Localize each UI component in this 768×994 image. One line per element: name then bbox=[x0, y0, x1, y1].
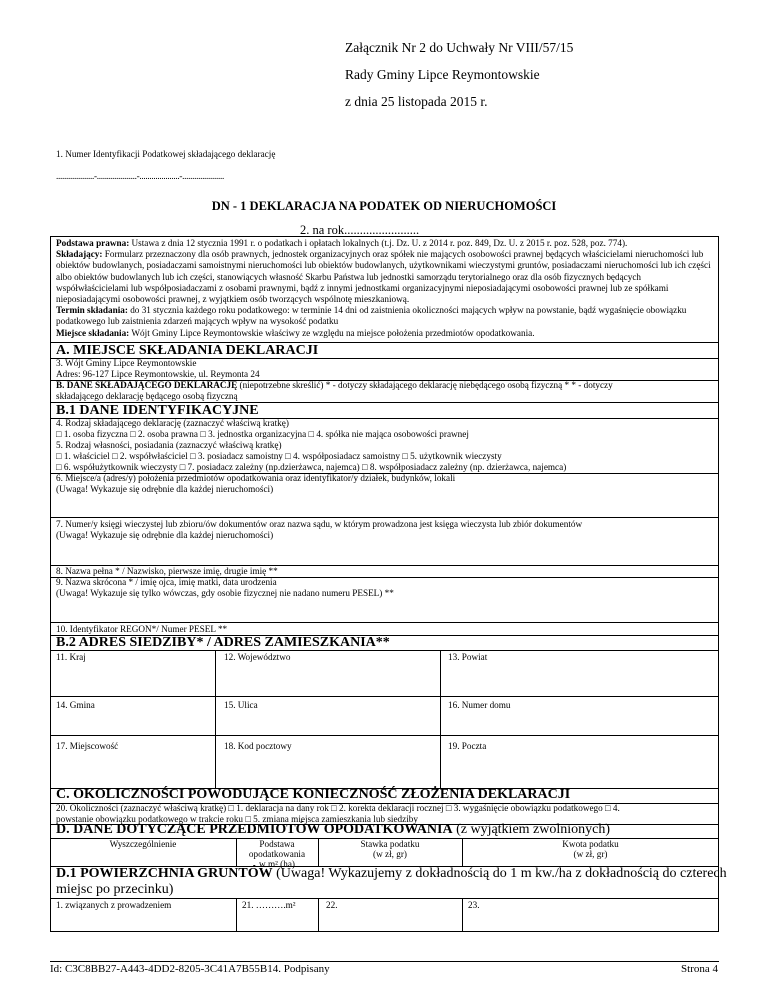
field-5-options-1[interactable]: □ 1. właściciel □ 2. współwłaściciel □ 3. posiadacz samoistny □ 4. współposiadacz samoistny □ 5. użytkownik wieczysty bbox=[56, 451, 502, 461]
footer-rule bbox=[50, 961, 719, 962]
field-22[interactable]: 22. bbox=[326, 900, 338, 910]
legal-basis-text: Ustawa z dnia 12 stycznia 1991 r. o podatkach i opłatach lokalnych (t.j. Dz. U. z 2014 r. poz. 849, Dz. U. z 2015 r. poz. 528, poz. 774). bbox=[129, 238, 628, 248]
section-c-title: C. OKOLICZNOŚCI POWODUJĄCE KONIECZNOŚĆ ZŁOŻENIA DEKLARACJI bbox=[56, 787, 571, 802]
field-4-options[interactable]: □ 1. osoba fizyczna □ 2. osoba prawna □ 3. jednostka organizacyjna □ 4. spółka nie mająca osobowości prawnej bbox=[56, 429, 469, 439]
section-b-text: (niepotrzebne skreślić) * - dotyczy składającego deklarację niebędącego osobą fizyczną * * - dotyczy bbox=[237, 380, 613, 390]
field-9-label: 9. Nazwa skrócona * / imię ojca, imię matki, data urodzenia bbox=[56, 577, 277, 587]
section-b-text2: składającego deklarację będącego osobą fizyczną bbox=[56, 391, 238, 401]
field-8-label: 8. Nazwa pełna * / Nazwisko, pierwsze imię, drugie imię ** bbox=[56, 566, 278, 576]
footer-id: Id: C3C8BB27-A443-4DD2-8205-3C41A7B55B14. Podpisany bbox=[50, 963, 330, 975]
intro-block bbox=[56, 238, 712, 339]
section-d-title bbox=[56, 822, 610, 838]
field-23[interactable]: 23. bbox=[468, 900, 480, 910]
header-line3: z dnia 25 listopada 2015 r. bbox=[345, 94, 488, 109]
field-9-note: (Uwaga! Wykazuje się tylko wówczas, gdy osobie fizycznej nie nadano numeru PESEL) ** bbox=[56, 588, 394, 598]
deadline-text: do 31 stycznia każdego roku podatkowego: w terminie 14 dni od zaistnienia okoliczności mających wpływ na powstanie, bądź wygaśnięcie obowiązku podatkowego lub zaistnienia zdarzeń mających wpływ na wysokość podatku bbox=[56, 305, 687, 327]
field-6-label: 6. Miejsce/a (adres/y) położenia przedmiotów opodatkowania oraz identyfikator/y działek, budynków, lokali bbox=[56, 473, 456, 483]
section-a-title: A. MIEJSCE SKŁADANIA DEKLARACJI bbox=[56, 343, 319, 358]
field-5-options-2[interactable]: □ 6. współużytkownik wieczysty □ 7. posiadacz zależny (np.dzierżawca, najemca) □ 8. współposiadacz zależny (np. dzierżawca, najemca) bbox=[56, 462, 567, 472]
field-7-label: 7. Numer/y księgi wieczystej lub zbioru/ów dokumentów oraz nazwa sądu, w którym prowadzona jest księga wieczysta lub zbiór dokumentów bbox=[56, 519, 583, 529]
field-21[interactable]: 21. ……….m² bbox=[242, 900, 296, 910]
field-19-label: 19. Poczta bbox=[448, 741, 487, 751]
field-14-label: 14. Gmina bbox=[56, 700, 95, 710]
field-18-label: 18. Kod pocztowy bbox=[224, 741, 292, 751]
nip-label: 1. Numer Identyfikacji Podatkowej składającego deklarację bbox=[56, 149, 276, 159]
col-header-item: Wyszczególnienie bbox=[109, 839, 177, 849]
header-line1: Załącznik Nr 2 do Uchwały Nr VIII/57/15 bbox=[345, 40, 574, 55]
field-6-note: (Uwaga! Wykazuje się odrębnie dla każdej nieruchomości) bbox=[56, 484, 274, 494]
field-13-label: 13. Powiat bbox=[448, 652, 488, 662]
field-5-label: 5. Rodzaj własności, posiadania (zaznaczyć właściwą kratkę) bbox=[56, 440, 282, 450]
field-11-label: 11. Kraj bbox=[56, 652, 86, 662]
field-10-label: 10. Identyfikator REGON*/ Numer PESEL ** bbox=[56, 624, 228, 634]
field-20-options-2[interactable]: powstanie obowiązku podatkowego w trakcie roku □ 5. zmiana miejsca zamieszkania lub siedziby bbox=[56, 814, 418, 824]
field-16-label: 16. Numer domu bbox=[448, 700, 511, 710]
col-header-base-1: Podstawa bbox=[259, 839, 295, 849]
section-b-heading bbox=[56, 380, 613, 391]
section-d1-title-bold: D.1 POWIERZCHNIA GRUNTÓW bbox=[56, 866, 273, 881]
section-a-line1: 3. Wójt Gminy Lipce Reymontowskie bbox=[56, 358, 197, 368]
section-b2-title: B.2 ADRES SIEDZIBY* / ADRES ZAMIESZKANIA** bbox=[56, 635, 390, 650]
place-label: Miejsce składania: bbox=[56, 327, 130, 338]
footer-page: Strona 4 bbox=[681, 963, 718, 975]
section-d-title-rest: (z wyjątkiem zwolnionych) bbox=[452, 822, 611, 837]
field-15-label: 15. Ulica bbox=[224, 700, 258, 710]
col-header-amount-1: Kwota podatku bbox=[562, 839, 619, 849]
row-1-label: 1. związanych z prowadzeniem bbox=[56, 900, 172, 910]
col-header-base-3: w m² (ha) bbox=[259, 859, 295, 869]
section-d-title-bold: D. DANE DOTYCZĄCE PRZEDMIOTÓW OPODATKOWANIA bbox=[56, 822, 453, 837]
field-20-options-1[interactable]: 20. Okoliczności (zaznaczyć właściwą kratkę) □ 1. deklaracja na dany rok □ 2. korekta deklaracji rocznej □ 3. wygaśnięcie obowiązku podatkowego □ 4. bbox=[56, 803, 620, 813]
legal-basis-label: Podstawa prawna: bbox=[56, 238, 130, 248]
deadline-label: Termin składania: bbox=[56, 305, 128, 316]
col-header-amount-2: (w zł, gr) bbox=[573, 849, 608, 859]
field-7-note: (Uwaga! Wykazuje się odrębnie dla każdej nieruchomości) bbox=[56, 530, 274, 540]
section-b-label: B. DANE SKŁADAJĄCEGO DEKLARACJĘ bbox=[56, 380, 238, 390]
col-header-rate-1: Stawka podatku bbox=[360, 839, 420, 849]
header-line2: Rady Gminy Lipce Reymontowskie bbox=[345, 67, 540, 82]
section-d1-title-rest: (Uwaga! Wykazujemy z dokładnością do 1 m kw./ha z dokładnością do czterech bbox=[272, 866, 727, 881]
section-d1-title bbox=[56, 866, 727, 882]
place-text: Wójt Gminy Lipce Reymontowskie właściwy ze względu na miejsce położenia przedmiotów opodatkowania. bbox=[129, 327, 535, 338]
section-d1-title-2: miejsc po przecinku) bbox=[56, 882, 174, 897]
form-title: DN - 1 DEKLARACJA NA PODATEK OD NIERUCHOMOŚCI bbox=[211, 199, 557, 213]
section-b1-title: B.1 DANE IDENTYFIKACYJNE bbox=[56, 403, 259, 418]
section-a-line2: Adres: 96-127 Lipce Reymontowskie, ul. Reymonta 24 bbox=[56, 369, 260, 379]
field-4-label: 4. Rodzaj składającego deklarację (zaznaczyć właściwą kratkę) bbox=[56, 418, 289, 428]
field-12-label: 12. Województwo bbox=[224, 652, 291, 662]
col-header-base-2: opodatkowania bbox=[248, 849, 306, 859]
year-field: 2. na rok........................ bbox=[300, 223, 420, 237]
filer-label: Składający: bbox=[56, 249, 103, 260]
nip-dots: ...................-....................-....................-..................... bbox=[56, 171, 225, 181]
col-header-rate-2: (w zł, gr) bbox=[373, 849, 407, 859]
field-17-label: 17. Miejscowość bbox=[56, 741, 119, 751]
filer-text: Formularz przeznaczony dla osób prawnych, jednostek organizacyjnych oraz spółek nie mających osobowości prawnej będących właścicielami nieruchomości lub obiektów budowlanych, posiadaczami samoistnymi nieruchomości lub obiektów budowlanych, użytkownikami wieczystymi gruntów, posiadaczami nieruchomości lub ich części albo obiektów budowlanych lub ich części, stanowiących własność Skarbu Państwa lub jednostki samorządu terytorialnego oraz dla osób fizycznych będących współwłaścicielami lub współposiadaczami z osobami prawnymi, bądź z innymi jednostkami organizacyjnymi nieposiadającymi osobowości prawnej lub ze spółkami nieposiadającymi osobowości prawnej, z wyjątkiem osób tworzących wspólnotę mieszkaniową. bbox=[56, 249, 711, 305]
